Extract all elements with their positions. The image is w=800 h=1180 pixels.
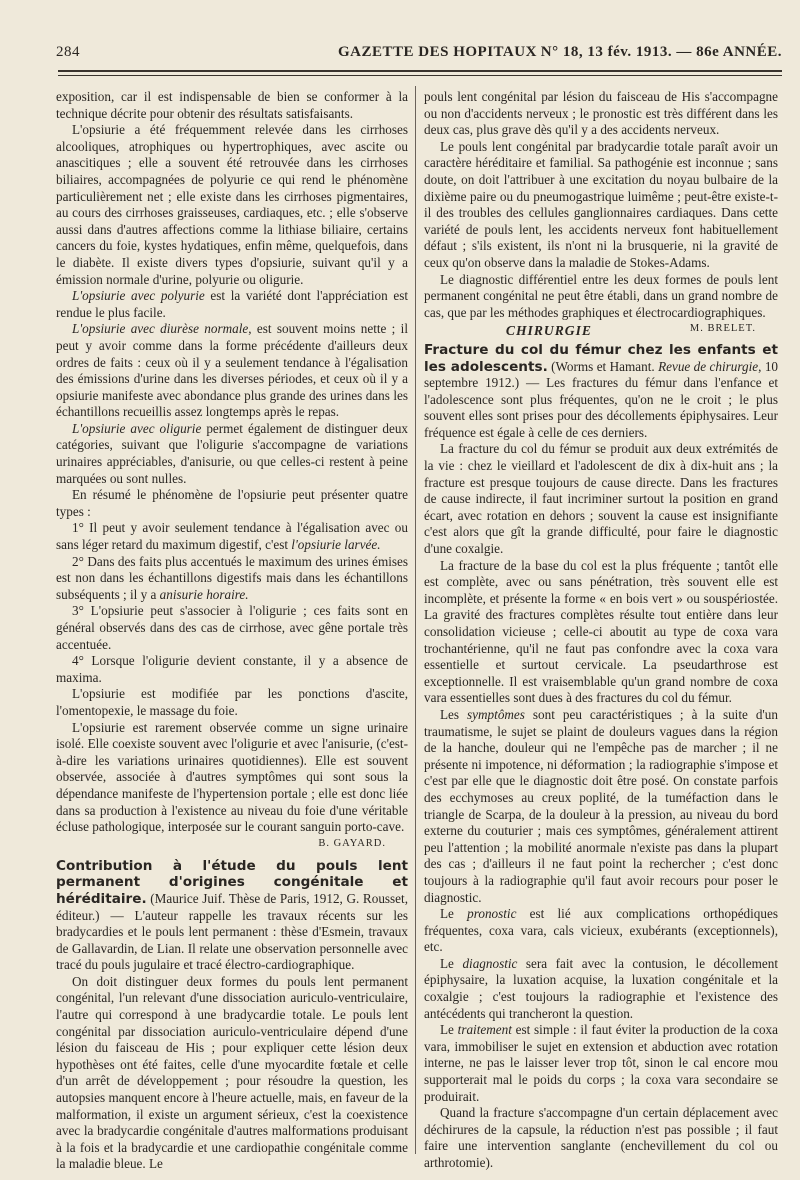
paragraph-text: est simple : il faut éviter la production de la coxa vara, immobiliser le sujet en extension et abduction avec rotation interne, ne pas le laisser lever trop tôt, sinon le cal encore mou supporterait mal le poids du corps ; la coxa vara secondaire se produirait. [424, 1022, 778, 1104]
paragraph-text: sera fait avec la contusion, le décollement épiphysaire, la luxation acquise, la luxation congénitale et la coxalgie ; c'est toujours la radiographie et l'existence des antécédents qui trancheront la question. [424, 955, 778, 1021]
subhead-italic: L'opsiurie avec diurèse normale [72, 321, 249, 337]
term-italic: symptômes [467, 706, 525, 722]
paragraph: Quand la fracture s'accompagne d'un certain déplacement avec déchirures de la capsule, la réduction n'est pas possible ; il faut faire une intervention sanglante (enchevillement du col ou arthrotomie). [424, 1105, 778, 1170]
subhead-italic: L'opsiurie avec oligurie [72, 420, 202, 436]
paragraph: L'opsiurie a été fréquemment relevée dans les cirrhoses alcooliques, atrophiques ou hypertrophiques, avec ascite ou anascitiques ; elle a souvent été retrouvée dans les cirrhoses biliaires, accompagnées de polyurie ce qui rend le phénomène particulièrement net ; elle existe dans les cirrhoses pigmentaires, au cours des cirrhoses graisseuses, cardiaques, etc. ; elle s'observe aussi dans d'autres affections comme la lithiase biliaire, certains cancers du foie, kystes hydatiques, enfin même, quelquefois, dans le diabète. Il existe divers types d'opsiurie, suivant qu'il y a émission normale d'urine, polyurie ou oligurie. [56, 122, 408, 287]
paragraph [424, 956, 778, 1022]
header-rule-thin [58, 75, 782, 76]
paragraph-text: Le diagnostic différentiel entre les deux formes de pouls lent permanent congénital ne peut être établi, dans un grand nombre de cas, que par les méthodes graphiques et électrocardiographiques. [424, 271, 778, 320]
section-heading: CHIRURGIE [505, 323, 592, 339]
column-divider [415, 86, 416, 1154]
term-italic: diagnostic [462, 955, 518, 971]
page-number: 284 [56, 44, 80, 60]
list-item: 4° Lorsque l'oligurie devient constante, il y a absence de maxima. [56, 653, 408, 685]
left-column [56, 89, 408, 1173]
paragraph: Le pouls lent congénital par bradycardie totale paraît avoir un caractère héréditaire et familial. Sa pathogénie est inconnue ; sans doute, on doit l'attribuer à une excitation du noyau bulbaire de la dixième paire ou du pneumogastrique luimême ; peut-être existe-t-il des troubles des cellules ganglionnaires cardiaques. Dans cette variété de pouls lent, les accidents nerveux font habituellement défaut ; s'ils existent, ils n'ont ni la brusquerie, ni la gravité de ceux qu'on observe dans la maladie de Stokes-Adams. [424, 138, 778, 270]
paragraph: L'opsiurie est modifiée par les ponctions d'ascite, l'omentopexie, le massage du foie. [56, 686, 408, 718]
paragraph-text: est la variété dont l'appréciation est rendue le plus facile. [56, 288, 408, 320]
paragraph [424, 1022, 778, 1105]
journal-title: GAZETTE DES HOPITAUX [338, 44, 537, 60]
subhead-italic: L'opsiurie avec polyurie [72, 288, 205, 304]
term-italic: anisurie horaire. [159, 586, 249, 602]
paragraph: En résumé le phénomène de l'opsiurie peut présenter quatre types : [56, 487, 408, 519]
article-reference: (Maurice Juif. Thèse de Paris, 1912, G. Rousset, éditeur.) — L'auteur rappelle les travaux récents sur les bradycardies et le pouls lent permanent : thèse d'Esmein, travaux de Gallavardin, de Lian. Il relate une observation personnelle avec tracé du pouls jugulaire et tracé électro-cardiographique. [56, 890, 408, 973]
right-column [424, 89, 778, 1172]
paragraph [56, 288, 408, 321]
running-head [56, 44, 782, 66]
paragraph: exposition, car il est indispensable de bien se conformer à la technique décrite pour obtenir des résultats satisfaisants. [56, 89, 408, 121]
paragraph: La fracture du col du fémur se produit aux deux extrémités de la vie : chez le vieillard et l'adolescent de dix à dix-huit ans ; la fracture est presque toujours de cause directe. Dans les fractures de cause indirecte, il faut incriminer surtout la position en grand écart, avec rotation en dehors ; souvent la cause est insignifiante c'est alors que gît la grande difficulté, pour faire le diagnostic d'une coxalgie. [424, 441, 778, 557]
issue-info: N° 18, 13 fév. 1913. — 86e ANNÉE. [540, 44, 782, 60]
paragraph-text: L'opsiurie est rarement observée comme un signe urinaire isolé. Elle coexiste souvent avec l'oligurie et avec l'anisurie, (c'est-à-dire les variations urinaires quotidiennes). Elle est souvent observée, associée à d'autres symptômes qui sont sous la dépendance manifeste de l'hypertension portale ; elle est donc liée dans sa production à l'existence au niveau du foie d'une véritable écluse pathologique, interposée sur le courant sanguin porto-cave. [56, 719, 408, 835]
paragraph [424, 906, 778, 956]
list-item: 3° L'opsiurie peut s'associer à l'oligurie ; ces faits sont en général observés dans des cas de cirrhose, avec gêne portale très accentuée. [56, 603, 408, 652]
paragraph: On doit distinguer deux formes du pouls lent permanent congénital, l'un relevant d'une dissociation auriculo-ventriculaire, l'autre qui correspond à une bradycardie totale. Le pouls lent congénital par dissociation auriculo-ventriculaire dépend d'une lésion du faisceau de His ; pour expliquer cette lésion deux hypothèses ont été faites, celle d'une myocardite fœtale et celle d'un arrêt de développement ; pour résoudre la question, les autopsies manquent encore à l'heure actuelle, mais, en faveur de la malformation, il existe un argument sérieux, c'est la coexistence avec la bradycardie congénitale d'autres malformations produisant à la fois et la bradycardie et une cardiopathie congénitale comme la maladie bleue. Le [56, 973, 408, 1172]
paragraph [56, 719, 408, 849]
paragraph-text: permet également de distinguer deux catégories, suivant que l'oligurie s'accompagne de variations urinaires appréciables, d'anisurie, ou que celles-ci restent à peine marquées ou sont nulles. [56, 420, 409, 486]
term-italic: traitement [457, 1022, 512, 1038]
list-item [56, 520, 408, 553]
paragraph [424, 707, 778, 906]
paragraph-text: Les [440, 706, 468, 722]
paragraph [56, 421, 408, 487]
list-item-text: 2° Dans des faits plus accentués le maximum des urines émises est non dans les échantillons digestifs mais dans les échantillons subséquents ; il y a [56, 553, 408, 602]
author-signature: B. GAYARD. [318, 837, 386, 849]
paragraph: pouls lent congénital par lésion du faisceau de His s'accompagne ou non d'accidents nerveux ; le pronostic est très différent dans les deux cas, plus grave dès qu'il y a des accidents nerveux. [424, 89, 778, 138]
header-rule-thick [58, 70, 782, 72]
article-title: Contribution à l'étude du pouls lent permanent d'origines congénitale et héréditaire. [56, 857, 408, 907]
term-italic: l'opsiurie larvée. [291, 537, 381, 553]
article-title: Fracture du col du fémur chez les enfants et les adolescents. [424, 341, 778, 375]
paragraph-text: , est souvent moins nette ; il peut y avoir comme dans la forme précédente d'ailleurs deux ordres de faits : ceux où il y a seulement tendance à l'égalisation des émissions d'urine dans les diverses périodes, et ceux où il y a opsiurie manifeste avec abondance plus grande des urines dans les échantillons recueillis assez longtemps après le repas. [56, 321, 408, 420]
journal-name: Revue de chirurgie [658, 358, 759, 374]
paragraph: La fracture de la base du col est la plus fréquente ; tantôt elle est complète, avec ou sans pénétration, très souvent elle est incomplète, et présente la forme « en bois vert » ou souspériostée. La gravité des fractures complètes résulte tout entière dans leur consolidation vicieuse ; celle-ci aboutit au type de coxa vara trochantérienne, qu'il ne faut pas confondre avec la coxa vara essentielle et surtout cervicale. La pseudarthrose est exceptionnelle. Il est vraisemblable qu'un grand nombre de coxa vara essentielles sont dues à des fractures du col du fémur. [424, 557, 778, 706]
paragraph-text: Le [440, 1022, 458, 1038]
author-signature: M. BRELET. [689, 323, 756, 335]
paragraph-text: est lié aux complications orthopédiques fréquentes, coxa vara, cals vicieux, exubérants (exceptionnels), etc. [424, 906, 778, 955]
list-item-text: 1° Il peut y avoir seulement tendance à l'égalisation avec ou sans léger retard du maximum digestif, c'est [56, 520, 408, 553]
term-italic: pronostic [467, 906, 517, 922]
paragraph-text: Le [440, 906, 468, 922]
article-lead [424, 342, 778, 442]
paragraph-text: Le [440, 955, 463, 971]
list-item [56, 554, 408, 604]
article-lead [56, 858, 408, 974]
paragraph-text: sont peu caractéristiques ; à la suite d'un traumatisme, le sujet se plaint de douleurs vagues dans la région de la hanche, douleur qui ne l'empêche pas de marcher ; il ne présente ni impotence, ni déformation ; la radiographie s'impose et c'est par elle que le diagnostic doit être posé. On constate parfois des ecchymoses au creux poplité, de la tuméfaction dans le triangle de Scarpa, de la douleur à la pression, au niveau du bord externe du couturier ; mais ces symptômes, généralement attirent peu l'attention ; la mobilité anormale n'existe pas dans la plupart des cas ; d'ailleurs il ne faut point la rechercher ; c'est donc toujours à la radiographie qu'il faut avoir recours pour poser le diagnostic. [424, 706, 778, 905]
article-reference: , 10 septembre 1912.) — Les fractures du fémur dans l'enfance et l'adolescence sont plus fréquentes, qu'on ne le croit ; le plus souvent elles sont prises pour des décollements épiphysaires. Leur fréquence est égale à celle de ces derniers. [424, 358, 779, 440]
article-reference: (Worms et Hamant. [547, 358, 659, 374]
paragraph [56, 321, 408, 421]
